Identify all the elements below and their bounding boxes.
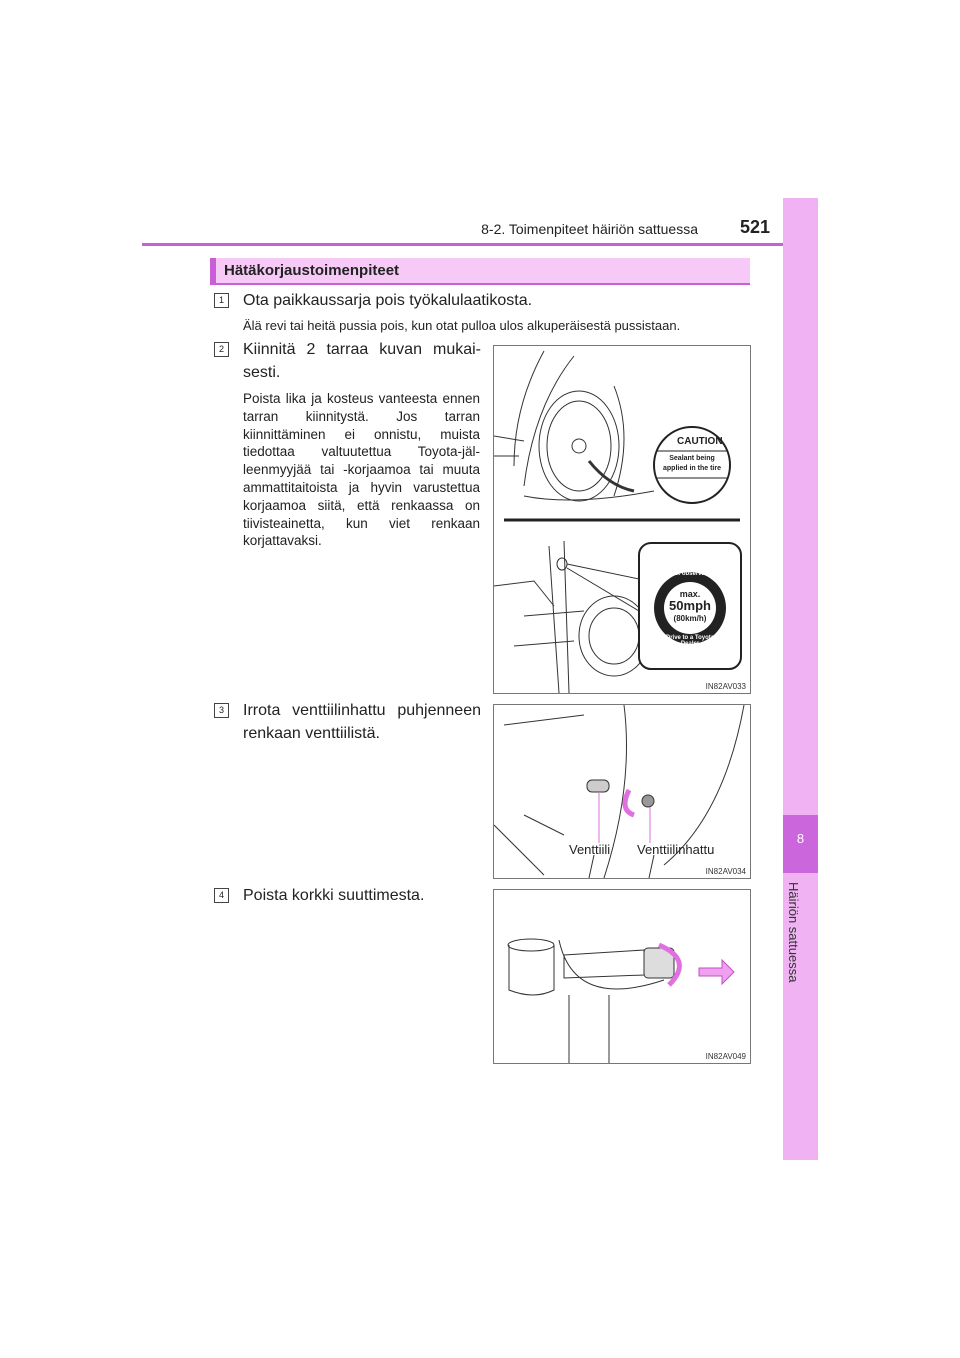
step-number: 1 <box>214 293 229 308</box>
caution-title: CAUTION <box>677 436 723 447</box>
speed-top-text: Strict observance <box>664 571 716 577</box>
chapter-title: Häiriön sattuessa <box>786 882 801 983</box>
speed-bottom-text: Drive to a Toyota Dealer <box>665 635 715 647</box>
step-number: 4 <box>214 888 229 903</box>
step-number: 3 <box>214 703 229 718</box>
section-heading-accent <box>210 258 216 283</box>
step-title: Poista korkki suuttimesta. <box>243 887 425 904</box>
step-title: Kiinnitä 2 tarraa kuvan mukai-sesti. <box>243 341 481 381</box>
step-title: Ota paikkaussarja pois työkalulaatikosta. <box>243 292 533 309</box>
valve-cap-label: Venttiilinhattu <box>637 842 715 857</box>
figure-sticker-placement <box>493 345 751 694</box>
valve-label: Venttiili <box>569 842 611 857</box>
caution-text: Sealant being applied in the tire <box>663 455 721 472</box>
step-note: Älä revi tai heitä pussia pois, kun otat pulloa ulos alkuperäisestä pussistaan. <box>243 318 681 333</box>
chapter-number: 8 <box>783 815 818 873</box>
chapter-side-tab <box>783 198 818 1160</box>
figure-nozzle-cap <box>493 889 751 1064</box>
figure-id: IN82AV049 <box>705 1052 746 1061</box>
speed-value: 50mph <box>669 598 711 613</box>
step-note: Poista lika ja kosteus vanteesta ennen tarran kiinnitystä. Jos tarran kiinnittäminen ei onnistu, muista tiedottaa valtuutettua Toyota-jäl-leenmyyjää tai -korjaamoa tai muuta ammattitaitoista ja hyvin varustettua korjaamoa siitä, että renkaassa on tiivisteainetta, kun viet renkaan korjattavaksi. <box>243 391 480 549</box>
figure-id: IN82AV034 <box>705 867 746 876</box>
figure-valve-cap <box>493 704 751 879</box>
header-divider <box>142 243 818 246</box>
section-title: Hätäkorjaustoimenpiteet <box>224 262 400 279</box>
page-number: 521 <box>740 217 771 237</box>
nozzle-illustration <box>494 890 750 1063</box>
step-title: Irrota venttiilinhattu puhjenneen renkaan venttiilistä. <box>243 702 481 742</box>
figure-id: IN82AV033 <box>705 682 746 691</box>
header-section-title: 8-2. Toimenpiteet häiriön sattuessa <box>481 221 698 237</box>
speed-kmh: (80km/h) <box>673 614 707 623</box>
step-number: 2 <box>214 342 229 357</box>
speed-max: max. <box>679 589 701 599</box>
